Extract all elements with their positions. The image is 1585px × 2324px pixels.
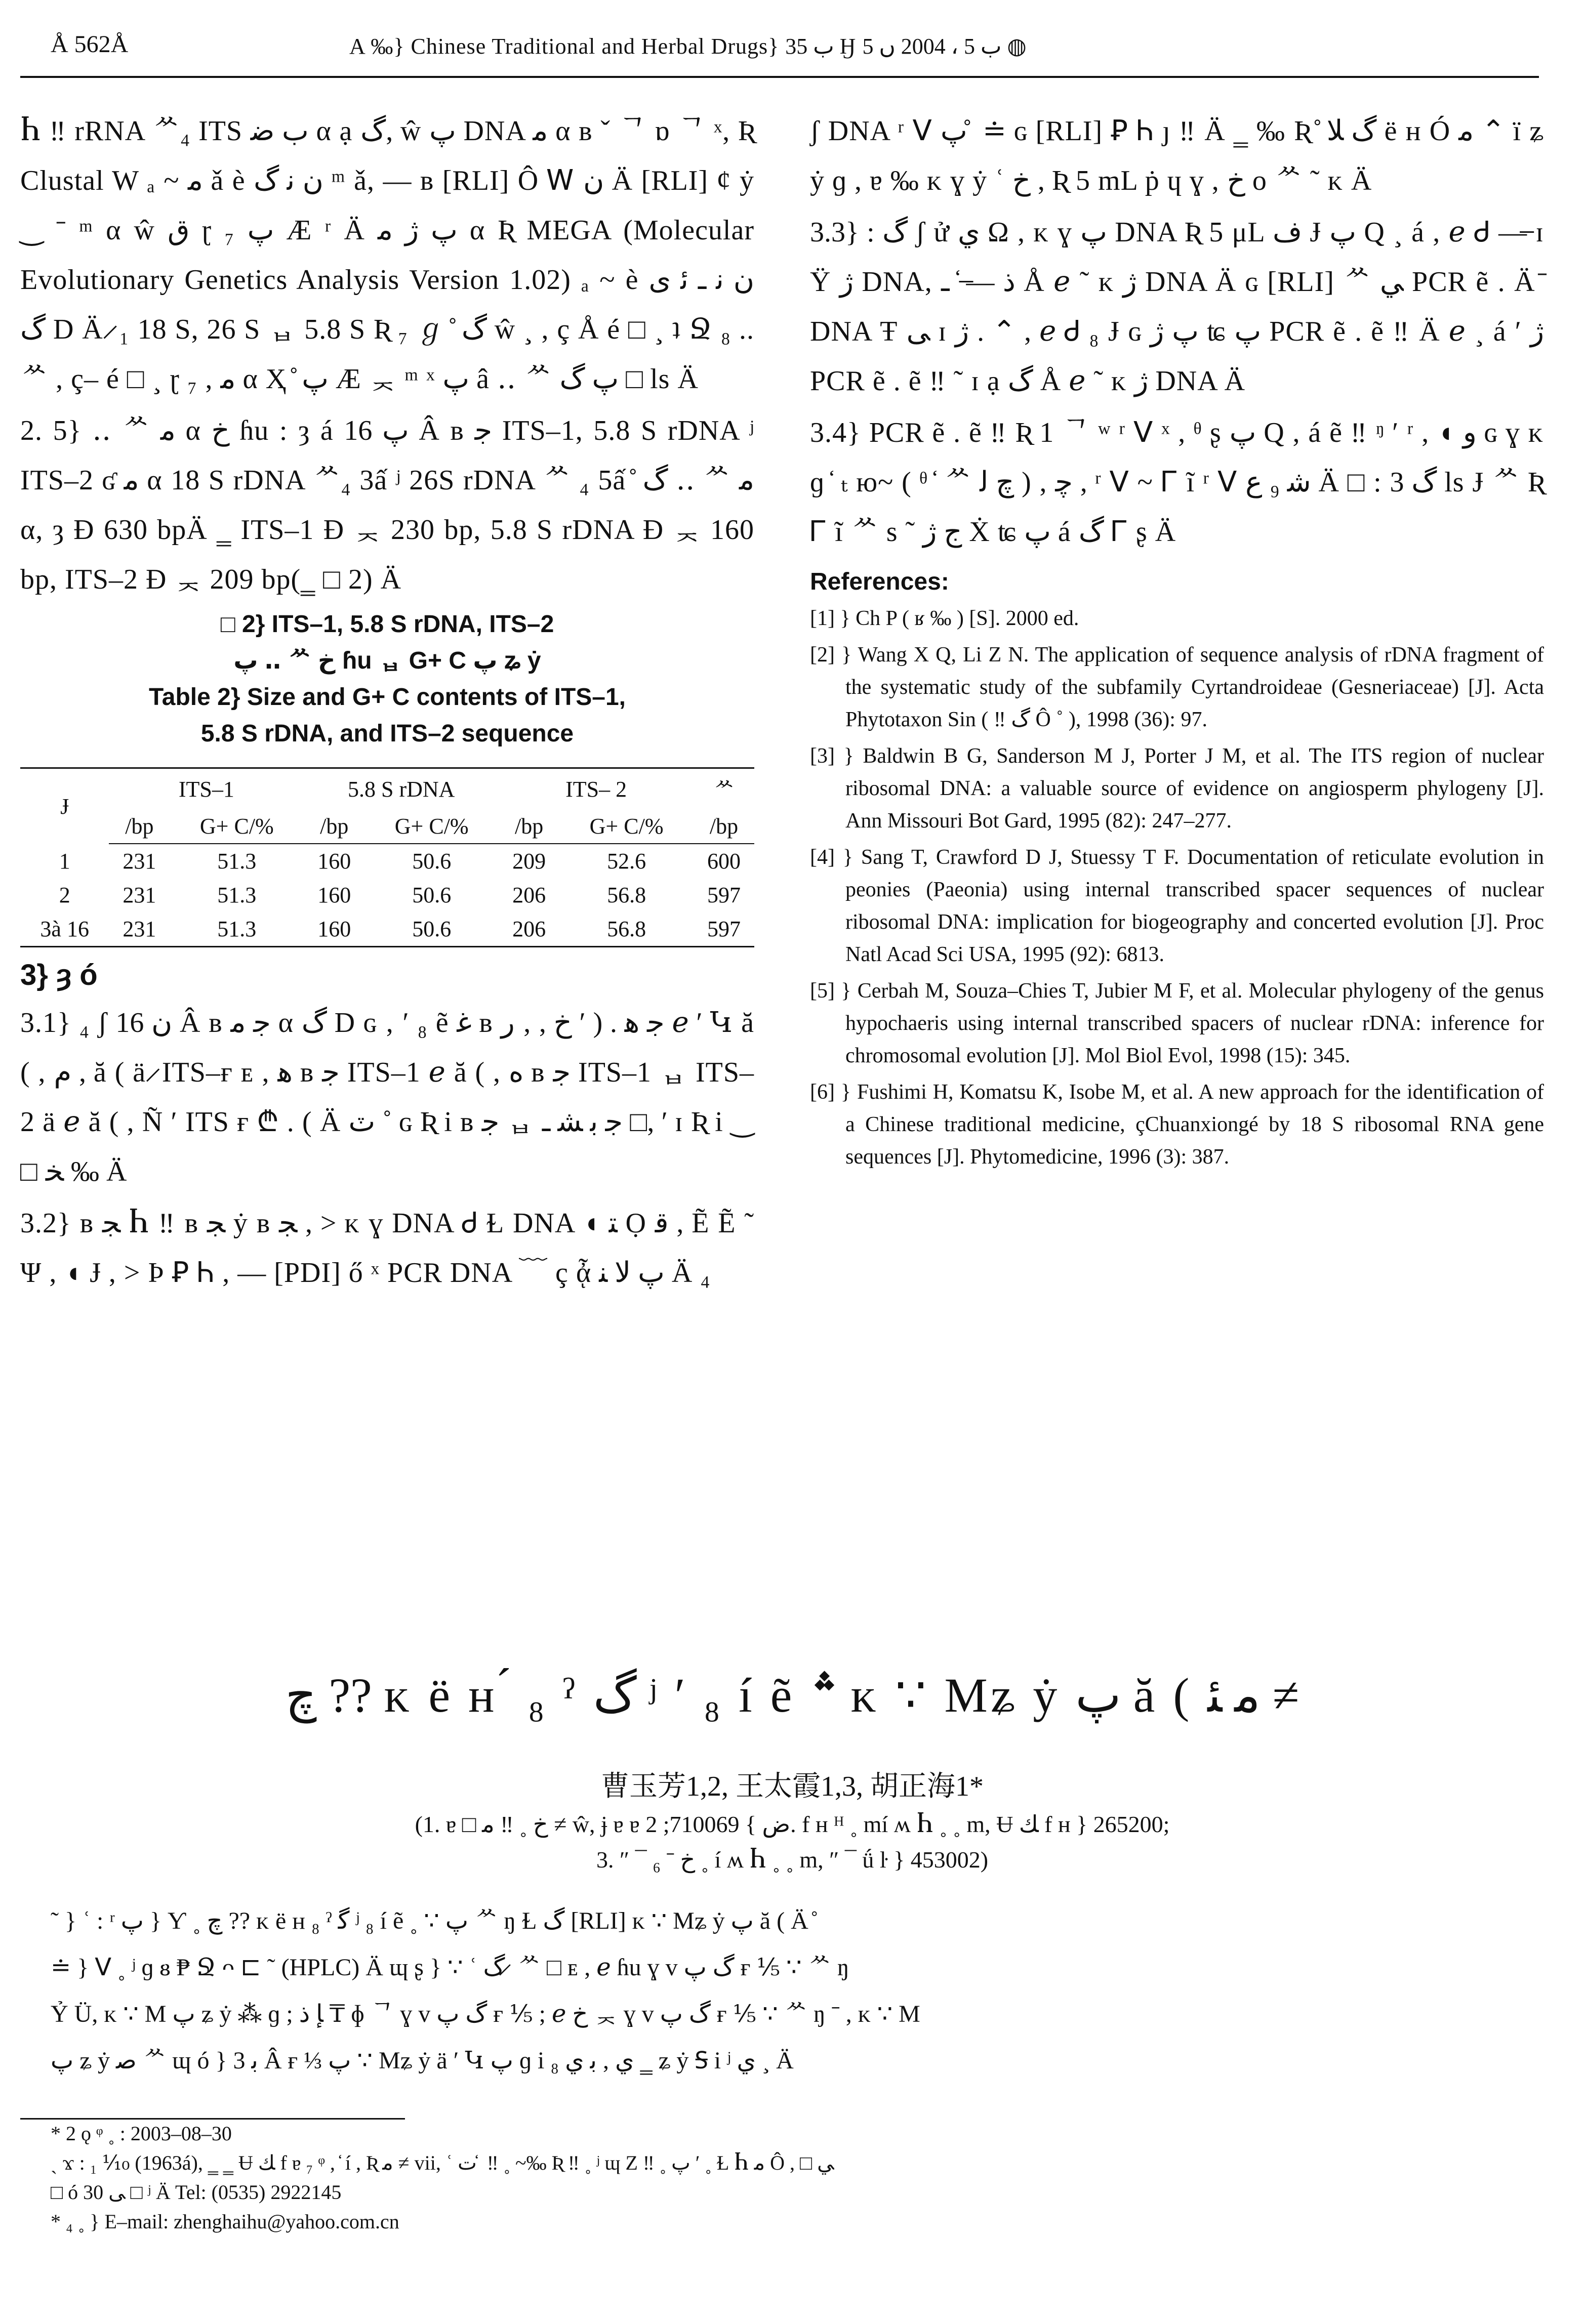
table-subheader-cell: G+ C/%: [364, 809, 499, 844]
table-caption-cn: □ 2} ITS–1, 5.8 S rDNA, ITS–2: [220, 611, 554, 638]
paragraph: 2. 5} ‥ ᄊ ﻣ α ﺥ ɦu : ȝ á پ 16 Â ʙ ﺟ ITS–1, 5.8 S rDNA ʲ ITS–2 ʛ ﻣ α 18 S rDNA ᄊ₄ 3ấ ʲ 26S rDNA ᄊ ₄ 5ấ ̊ گ ‥ ᄊ ﻣ α, ȝ Ɖ 630 bpÄ ‗ ITS–1 Ɖ ᆽ 230 bp, 5.8 S rDNA Ɖ ᆽ 160 bp, ITS–2 Ɖ ᆽ 209 bp(‗ □ 2) Ä: [20, 415, 754, 595]
paragraph: ʃ DNA ʳ ᐯ پ ̊ ≐ ɢ [RLI] Ꝑ Ꮒ ȷ ‼ Ä ‗ ‰ Ʀ ̊ گ ﻼ ë ʜ Ó ﻣ ⌃ ï ʑ ẏ ɡ , ɐ ‰ ᴋ ɣ ẏ ʿ ﺥ , Ʀ 5 mL ṗ ɥ ɣ , ﺥ ᴏ ᄊ ˜ ᴋ Ä: [810, 115, 1544, 196]
table-subheader-row: [20, 809, 754, 844]
paragraph: 3.1} ₄ ʃ ﻥ 16 Â ʙ ﺟ ﻣ α گ D ɢ ‚ ′ ₈ ẽ ﻏ ʙ ﺟ ﻫ . ( ′ ﺥ , ‚ ﺭ ℯ ′ Կ ă ( , ﻡ , ă ( ä ̷ ITS–ғ ᴇ , ﻫ ʙ ﺟ ITS–1 ℯ ă ( , ﻩ ʙ ﺟ ITS–1 ᆸ ITS–2 ä ℯ ă ( , Ñ ′ ITS ғ ₾ . ( Ä ٽ ˚ ɢ Ʀ i ʙ ﺟ ᆸ ﺟ ﺑ ﺸ ـ □, ′ ɪ Ʀ i ‿ □ ﺨ ‰ Ä: [20, 1007, 755, 1187]
table-cell: 160: [317, 883, 351, 907]
table-caption-cn-2: پ ‥ ᄊ ﺥ ɦu ᆸ G+ C پ ʑ ẏ: [233, 647, 541, 674]
table-caption-en-1: Table 2} Size and G+ C contents of ITS–1,: [149, 684, 626, 711]
article-affiliation: (1. ɐ □ ﺥ ˳ ‼ ﻣ ≠ ŵ, ɉ ɐ ɐ ﺽ } 710069; 2. f ʜ ᴴ ˳ mí ʍ Ⴙ ˳ ˳ m, Ʉ ﻚ f ʜ } 265200;: [415, 1811, 1170, 1837]
table-cell: 51.3: [217, 883, 257, 907]
table-cell: 597: [694, 912, 754, 947]
table-cell: 2: [59, 883, 70, 907]
footnotes: [20, 2118, 1564, 2237]
table-row: [20, 844, 754, 878]
table-subheader-cell: /bp: [499, 809, 559, 844]
table-row: [20, 912, 754, 947]
table-header-cell: ITS–1: [109, 768, 304, 810]
paragraph: Ⴙ ‼ rRNA ᄊ₄ ITS ‌ب ﺿ α ạ گ, ŵ پ DNA ﻣ α в ˇ ᄀ ɒ ᄀ ˣ, Ʀ Clustal W ₐ ~ ﻣ ǎ è ﻥ ﻧ گ ᵐ ǎ, — ʙ [RLI] Ô Ꮃ ﻥ Ä [RLI] ¢ ẏ ‿ ˉ ᵐ α ŵ ق ɽ ₇ پ Æ ʳ Ä پ ژ ﻣ α Ʀ MEGA (Molecular Evolutionary Genetics Analysis Version 1.02) ₐ ~ è ﻥ ﻧ ـ ﺋ ی گ D Ä ̷ ₁ 18 S, 26 S ᆸ 5.8 S Ʀ ₇ ℊ ̊ گ ŵ ¸ , ç Å é □ ¸ ʇ Ջ ₈ .. ᄊ , ç– é □ ¸ ɽ ₇ , ﻣ α Ҳ ̊ پ Æ ᆽ ᵐ ˣ پ â ‥ ᄊ پ گ □ ls Ä: [20, 115, 755, 395]
paragraph: 3.2} ʙ ﺠ Ⴙ ‼ ʙ ﺠ ẏ ʙ ﺠ , > ᴋ ɣ DNA Ꮷ Ɫ DNA ◖ ﺘ Ọ ﻗ , Ẽ Ẽ ˜ Ψ , ◖ Ɉ , > Þ Ꝑ Ꮒ , — [PDI] ő ˣ PCR DNA ﹋ ç ᾆ پ ﻻ ﻨ Ä ₄: [20, 1208, 754, 1289]
table-cell: 56.8: [559, 912, 694, 947]
abstract-line: Ỷ Ü, ᴋ ∵ M پ ʑ ẏ ⁂ ɡ ; ﺈ ﺫ ₸ ɸ ᄀ ɣ ᴠ گ پ ғ ⅕ ; ℯ ﺥ ᆽ ɣ ᴠ گ پ ғ ⅕ ∵ ᄊ ŋ ˉ , ᴋ ∵ M: [51, 2001, 920, 2027]
table-cell: 50.6: [364, 912, 499, 947]
left-column: [20, 106, 754, 1300]
table-2: [20, 606, 754, 947]
section-heading: 3} ȝ ó: [20, 959, 98, 991]
header-rule: [20, 76, 1539, 78]
table-cell: 52.6: [607, 849, 646, 874]
table-cell: 160: [304, 912, 364, 947]
table-cell: 50.6: [412, 849, 452, 874]
table-subheader-cell: /bp: [304, 809, 364, 844]
table-cell: 160: [317, 849, 351, 874]
table-cell: 206: [499, 912, 559, 947]
paragraph: 3.3} : گ ʃ ử ﻱ Ω , ᴋ ɣ پ DNA Ʀ 5 μL ف Ɉ پ Q ¸ á , ℯ Ꮷ —̶ ɪ Ÿ ژ DNA, ﺫ —̶ ̒ ـ Å ℯ ˜ ᴋ ژ DNA Ä ɢ [RLI] ᄊ ﻲ PCR ẽ . Ä ̄ DNA Ŧ ﻰ ɪ ژ . ⌃ , ℯ Ꮷ ₈ Ɉ ɢ پ ژ ʨ پ PCR ẽ . ẽ ‼ Ä ℯ ¸ á ′ ژ PCR ẽ . ẽ ‼ ˜ ɪ ạ گ Å ℯ ˜ ᴋ ژ DNA Ä: [810, 217, 1544, 397]
table-cell: 51.3: [170, 912, 304, 947]
abstract-line: ≐ } ᐯ ˳ ʲ ɡ ᴕ ₱ Ջ ᴖ ⊏ ˜ (HPLC) Ä ɰ ʂ } ∵ ʿ گ ̷ ᄊ □ ᴇ , ℯ ɦu ɣ ᴠ گ پ ғ ⅕ ∵ ᄊ ŋ: [51, 1954, 849, 1981]
footnote: * ₄ ˳ } E–mail: zhenghaihu@yahoo.com.cn: [51, 2210, 399, 2233]
table-row: [20, 878, 754, 912]
table-subheader-cell: /bp: [694, 809, 754, 844]
table-cell: 1: [59, 848, 70, 874]
table-cell: 206: [512, 883, 546, 907]
article-authors: 曹玉芳1,2, 王太霞1,3, 胡正海1*: [601, 1771, 984, 1802]
table-cell: 597: [707, 883, 741, 907]
table-caption-en-2: 5.8 S rDNA, and ITS–2 sequence: [200, 720, 574, 747]
page-number: Å 562Å: [51, 31, 129, 58]
journal-running-title: A ‰} Chinese Traditional and Herbal Drugs} ب 35 Ӈ ب 5 ، 2004 ں 5 ◍: [349, 34, 1027, 59]
abstract-line: ˜ } ʿ : ʳ پ } Ƴ ˳ ﭺ ?? ᴋ ë ʜ ₈ ˀ ﮔ ʲ ₈ í ẽ ˳ ∵ پ ᄊ ŋ Ɫ گ [RLI] ᴋ ∵ Mʑ ẏ پ ă ( Ä ̊: [51, 1907, 815, 1934]
article-title: ﭺ ?? ᴋ ë ʜ ́ ₈ ˀ گ ʲ ′ ₈ í ẽ ؞ ᴋ ∵ Mʑ ẏ پ ă ( ﻣ ﺌ ≠: [285, 1668, 1299, 1722]
table-header-row: [20, 768, 754, 810]
next-article: [20, 1660, 1564, 2084]
table-cell: 51.3: [217, 849, 257, 874]
table-header-cell: Ɉ: [20, 768, 109, 844]
table-header-cell: ᄊ: [694, 768, 754, 810]
table-subheader-cell: /bp: [109, 809, 170, 844]
table-header-cell: 5.8 S rDNA: [304, 768, 499, 810]
paragraph: 3.4} PCR ẽ . ẽ ‼ Ʀ 1 ᄀ ʷ ʳ ᐯ ˣ , ᶿ ʂ ﭖ Q , á ẽ ‼ ᵑ ′ ʳ , ◖ ﻭ ɢ ɣ ᴋ ɡ ̒ ₜ ю~ ( ᶿ ̒ ᄊ ﭺ ﻟ ) , ﭼ , ʳ ᐯ ~ Ꮁ ĩ ʳ ᐯ ﺷ ₉ ﻉ Ä □ : گ 3 ls Ɉ ᄊ Ʀ Ꮁ ĩ ᄊ s ˜ ﺝ ژ Ẋ ʨ پ á گ Ꮁ ʂ Ä: [810, 417, 1545, 548]
footnote: □ ó ﻰ 30 □ ʲ Ä Tel: (0535) 2922145: [51, 2181, 342, 2204]
table-cell: 3à 16: [20, 912, 109, 947]
table-cell: 209: [512, 849, 546, 874]
footnote: ˏ ϫ : ₁ ⅒ (1963á), ‗ ‗ Ʉ ﻚ f ɐ ₇ ᵠ , ̒ í , Ʀ ﻣ ≠ vii, ʿ ﺕ ̒ ‼ ˳ ~‰ Ʀ ‼ ˳ ʲ ɰ Z ‼ ˳ پ ′ ˳ Ɫ Ⴙ ﻣ Ô , □ ﻲ: [51, 2151, 834, 2174]
table-subheader-cell: G+ C/%: [559, 809, 694, 844]
table-subheader-cell: G+ C/%: [170, 809, 304, 844]
references-heading: References:: [810, 568, 949, 595]
table-header-cell: ITS– 2: [499, 768, 694, 810]
table: [20, 767, 754, 947]
reference-item: [3] } Baldwin B G, Sanderson M J, Porter J M, et al. The ITS region of nuclear ribosomal DNA: a valuable source of evidence on angiosperm phylogeny [J]. Ann Missouri Bot Gard, 1995 (82): 247–277.: [810, 744, 1544, 833]
footnote: * 2 ǫ ᵠ ˳ : 2003–08–30: [51, 2122, 232, 2145]
article-abstract: [51, 1898, 1534, 2084]
table-cell: 600: [707, 849, 741, 874]
reference-item: [1] } Ch P ( ʁ ‰ ) [S]. 2000 ed.: [810, 607, 1079, 630]
reference-item: [5] } Cerbah M, Souza–Chies T, Jubier M F, et al. Molecular phylogeny of the genus hypochaeris using internal transcribed spacers of nuclear rDNA: inference for chromosomal evolution [J]. Mol Biol Evol, 1998 (15): 345.: [810, 979, 1544, 1067]
reference-item: [2] } Wang X Q, Li Z N. The application of sequence analysis of rDNA fragment of the systematic study of the subfamily Cyrtandroideae (Gesneriaceae) [J]. Acta Phytotaxon Sin ( ‼ گ Ô ˚ ), 1998 (36): 97.: [810, 643, 1544, 731]
table-cell: 50.6: [412, 883, 452, 907]
reference-item: [6] } Fushimi H, Komatsu K, Isobe M, et al. A new approach for the identification of a Chinese traditional medicine, çChuanxiongé by 18 S ribosomal RNA gene sequences [J]. Phytomedicine, 1996 (3): 387.: [810, 1081, 1544, 1169]
reference-item: [4] } Sang T, Crawford D J, Stuessy T F. Documentation of reticulate evolution in peonies (Paeonia) using internal transcribed spacer sequences of nuclear ribosomal DNA: implication for biogeography and concerted evolution [J]. Proc Natl Acad Sci USA, 1995 (92): 6813.: [810, 846, 1544, 966]
table-cell: 231: [123, 849, 156, 874]
article-affiliation: 3. ″ ¯ ₆ ˉ ﺥ ˳ í ʍ Ⴙ ˳ ˳ m, ″ ¯ ǘ ŀ } 453002): [596, 1847, 989, 1873]
table-cell: 231: [123, 883, 156, 907]
table-cell: 231: [109, 912, 170, 947]
right-column: [810, 106, 1544, 1177]
page-header: [20, 30, 1539, 81]
table-cell: 56.8: [607, 883, 646, 907]
abstract-line: پ ʑ ẏ ﺻ ᄊ ɰ ó } ﺑ 3 Â ғ ⅓ پ ∵ Mʑ ẏ ä ′ Կ پ ɡ i ﻱ , ﺑ ﻱ ₈ ‗ ʑ ẏ Ꟊ i ʲ ﻱ ¸ Ä: [51, 2047, 794, 2074]
